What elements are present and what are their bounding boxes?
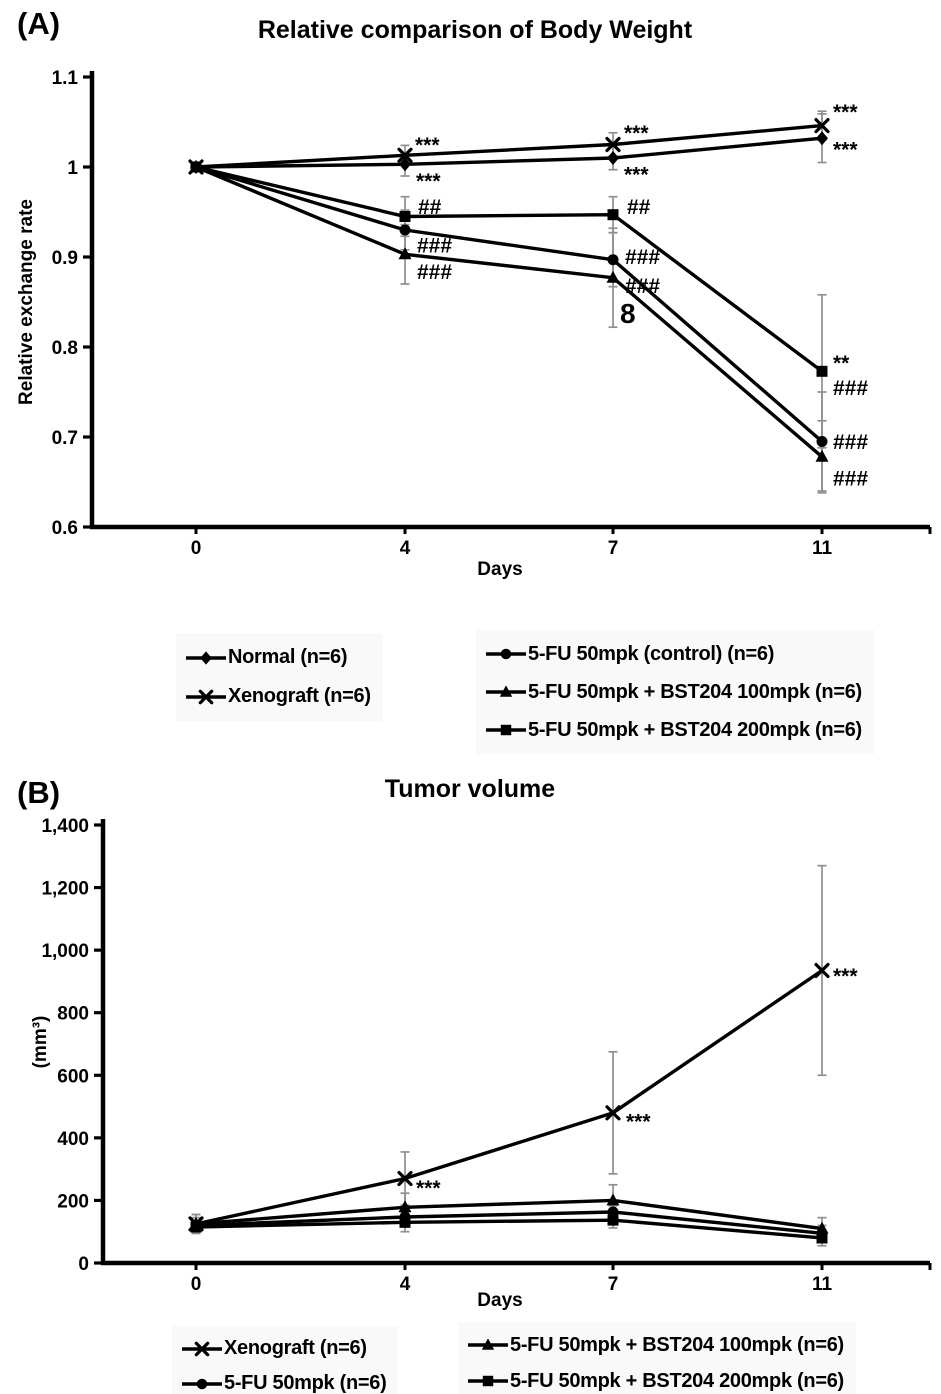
series-line: [196, 167, 822, 442]
legend-label: 5-FU 50mpk + BST204 100mpk (n=6): [528, 680, 862, 703]
y-tick-label: 0.6: [51, 518, 78, 539]
square-marker: [191, 1222, 202, 1233]
significance-annotation: ***: [833, 964, 858, 988]
diamond-legend-marker-icon: [184, 647, 228, 669]
legend-label: 5-FU 50mpk + BST204 100mpk (n=6): [510, 1333, 844, 1356]
circle-marker: [501, 649, 511, 659]
error-bars: [192, 163, 827, 493]
significance-annotation: ###: [833, 431, 869, 454]
square-marker: [483, 1376, 493, 1386]
error-bars: [192, 866, 827, 1234]
chart-a-y-axis-title: Relative exchange rate: [16, 199, 37, 405]
significance-annotation: ***: [416, 169, 441, 193]
series-markers: [190, 964, 828, 1229]
series-line: [196, 167, 822, 371]
body-weight-chart: [0, 0, 941, 600]
square-marker: [191, 162, 202, 173]
error-bars: [192, 163, 827, 492]
chart-a-title: Relative comparison of Body Weight: [257, 16, 693, 44]
circle-legend-marker-icon: [484, 643, 528, 665]
significance-annotation: ###: [833, 376, 869, 400]
x-legend-marker-icon: [180, 1338, 224, 1360]
chart-b-plot-area: [41, 816, 930, 1295]
legend-item: [466, 1363, 844, 1394]
chart-a-x-axis-title: Days: [477, 559, 523, 580]
legend-item: [180, 1331, 386, 1366]
x-tick-label: 7: [607, 1274, 619, 1295]
x-tick-label: 0: [190, 538, 202, 559]
chart-a-legend-right-column: [476, 630, 874, 754]
panel-b-label: (B): [17, 775, 61, 810]
square-legend-marker-icon: [466, 1370, 510, 1392]
chart-b-legend-left-column: [172, 1326, 398, 1394]
significance-annotation: ##: [418, 196, 442, 219]
y-tick-label: 1,400: [41, 816, 89, 837]
significance-annotation: ***: [624, 163, 649, 187]
circle-legend-marker-icon: [180, 1373, 224, 1394]
legend-label: Xenograft (n=6): [228, 685, 371, 707]
square-marker: [608, 1215, 619, 1226]
y-tick-label: 1.1: [51, 68, 78, 89]
triangle-legend-marker-icon: [466, 1334, 510, 1356]
legend-label: 5-FU 50mpk (control) (n=6): [528, 642, 775, 665]
chart-a-plot-area: [52, 68, 930, 559]
diamond-marker: [607, 151, 619, 165]
y-tick-label: 1,200: [41, 878, 89, 900]
legend-item: [184, 677, 371, 716]
diamond-marker: [200, 651, 211, 664]
significance-annotation: ***: [624, 122, 649, 145]
significance-annotation: 8: [620, 298, 636, 330]
diamond-marker: [816, 131, 828, 145]
significance-annotation: ***: [416, 1177, 441, 1201]
x-tick-label: 4: [399, 538, 411, 559]
legend-item: [184, 638, 371, 677]
y-tick-label: 400: [57, 1128, 89, 1150]
circle-marker: [817, 436, 828, 447]
legend-item: [484, 635, 862, 673]
x-tick-label: 11: [811, 538, 833, 559]
chart-b-legend-right-column: [458, 1322, 856, 1394]
legend-item: [484, 673, 862, 711]
significance-annotation: **: [833, 351, 850, 375]
significance-annotation: ***: [833, 101, 858, 125]
square-marker: [400, 1217, 411, 1228]
legend-label: 5-FU 50mpk + BST204 200mpk (n=6): [510, 1369, 844, 1392]
series-line: [196, 167, 822, 457]
tumor-volume-chart: [0, 770, 941, 1394]
significance-annotation: ***: [415, 133, 440, 157]
significance-annotation: ###: [417, 234, 453, 258]
x-tick-label: 4: [399, 1274, 411, 1295]
significance-annotation: ##: [627, 196, 651, 220]
square-marker: [817, 1232, 828, 1243]
y-tick-label: 600: [57, 1066, 89, 1088]
y-tick-label: 800: [57, 1003, 89, 1025]
legend-label: 5-FU 50mpk (n=6): [224, 1372, 387, 1394]
square-marker: [608, 209, 619, 220]
square-marker: [400, 211, 411, 222]
significance-annotation: ###: [625, 275, 661, 299]
square-legend-marker-icon: [484, 719, 528, 741]
x-tick-label: 7: [607, 538, 619, 559]
significance-annotation: ###: [417, 260, 453, 284]
y-tick-label: 0.7: [51, 428, 78, 449]
y-tick-label: 200: [57, 1191, 89, 1213]
legend-label: Xenograft (n=6): [224, 1337, 367, 1359]
x-legend-marker-icon: [184, 686, 228, 708]
y-tick-label: 0.9: [51, 248, 78, 269]
legend-label: Normal (n=6): [228, 646, 348, 668]
chart-b-y-axis-title: (mm³): [30, 1015, 51, 1069]
x-tick-label: 0: [190, 1274, 202, 1295]
y-tick-label: 1: [67, 158, 78, 179]
panel-a-label: (A): [17, 6, 61, 41]
legend-label: 5-FU 50mpk + BST204 200mpk (n=6): [528, 718, 862, 741]
x-tick-label: 11: [811, 1274, 833, 1295]
chart-b-x-axis-title: Days: [477, 1290, 523, 1311]
significance-annotation: ***: [626, 1110, 651, 1134]
chart-b-title: Tumor volume: [384, 775, 556, 803]
triangle-legend-marker-icon: [484, 681, 528, 703]
square-marker: [817, 366, 828, 377]
significance-annotation: ###: [625, 246, 661, 270]
circle-marker: [400, 225, 411, 236]
circle-marker: [608, 254, 619, 265]
series-line: [196, 970, 822, 1223]
legend-item: [466, 1327, 844, 1363]
series-markers: [190, 131, 828, 174]
y-tick-label: 0: [78, 1254, 89, 1275]
significance-annotation: ***: [833, 138, 858, 162]
square-marker: [501, 725, 511, 735]
legend-item: [180, 1366, 386, 1394]
chart-a-legend-left-column: [176, 633, 383, 721]
legend-item: [484, 711, 862, 749]
circle-marker: [197, 1378, 207, 1388]
significance-annotation: ###: [833, 467, 869, 491]
y-tick-label: 1,000: [41, 941, 89, 963]
y-tick-label: 0.8: [51, 338, 78, 359]
